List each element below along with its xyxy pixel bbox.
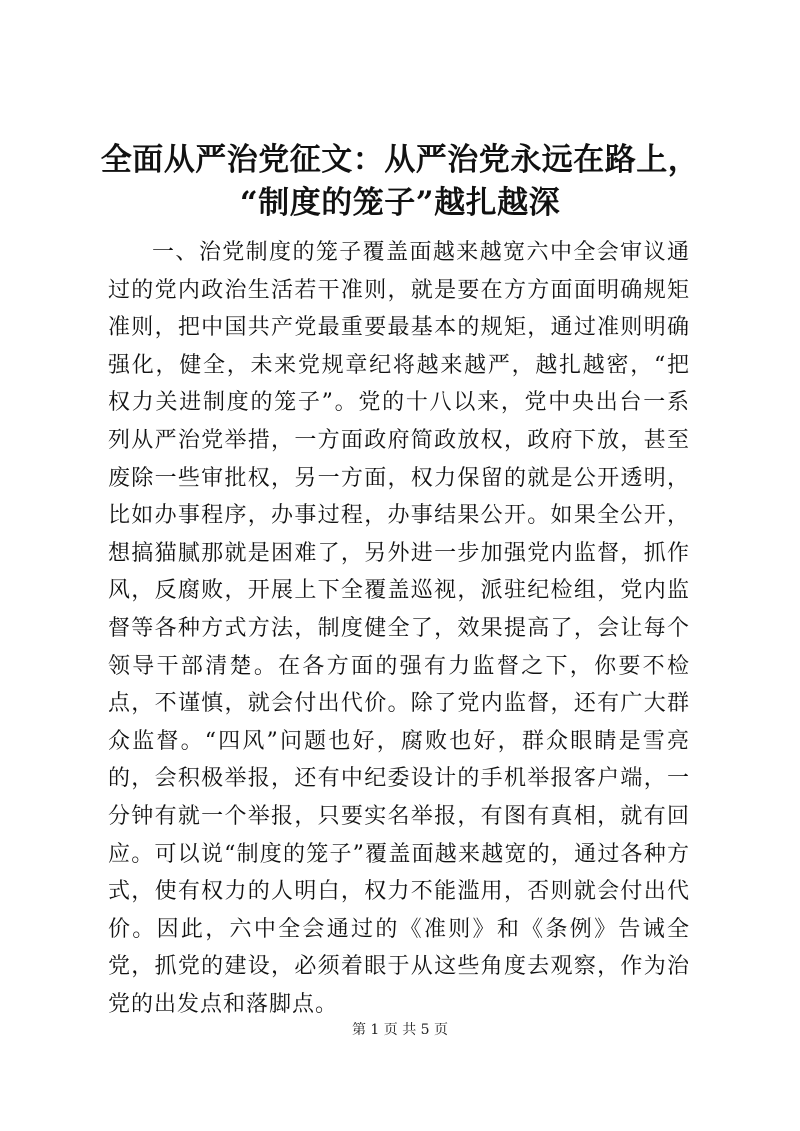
page-footer: 第 1 页 共 5 页: [351, 1022, 449, 1038]
document-title-line-2: “制度的笼子”越扎越深: [239, 185, 561, 221]
body-paragraph: 一、治党制度的笼子覆盖面越来越宽六中全会审议通过的党内政治生活若干准则，就是要在方方面面明确规矩准则，把中国共产党最重要最基本的规矩，通过准则明确强化，健全，未来党规章纪将越来越严，越扎越密，“把权力关进制度的笼子”。党的十八以来，党中央出台一系列从严治党举措，一方面政府简政放权，政府下放，甚至废除一些审批权，另一方面，权力保留的就是公开透明，比如办事程序，办事过程，办事结果公开。如果全公开，想搞猫腻那就是困难了，另外进一步加强党内监督，抓作风，反腐败，开展上下全覆盖巡视，派驻纪检组，党内监督等各种方式方法，制度健全了，效果提高了，会让每个领导干部清楚。在各方面的强有力监督之下，你要不检点，不谨慎，就会付出代价。除了党内监督，还有广大群众监督。“四风”问题也好，腐败也好，群众眼睛是雪亮的，会积极举报，还有中纪委设计的手机举报客户端，一分钟有就一个举报，只要实名举报，有图有真相，就有回应。可以说“制度的笼子”覆盖面越来越宽的，通过各种方式，使有权力的人明白，权力不能滥用，否则就会付出代价。因此，六中全会通过的《准则》和《条例》告诫全党，抓党的建设，必须着眼于从这些角度去观察，作为治党的出发点和落脚点。: [108, 240, 690, 1017]
document-title-line-1: 全面从严治党征文：从严治党永远在路上，: [100, 142, 700, 178]
